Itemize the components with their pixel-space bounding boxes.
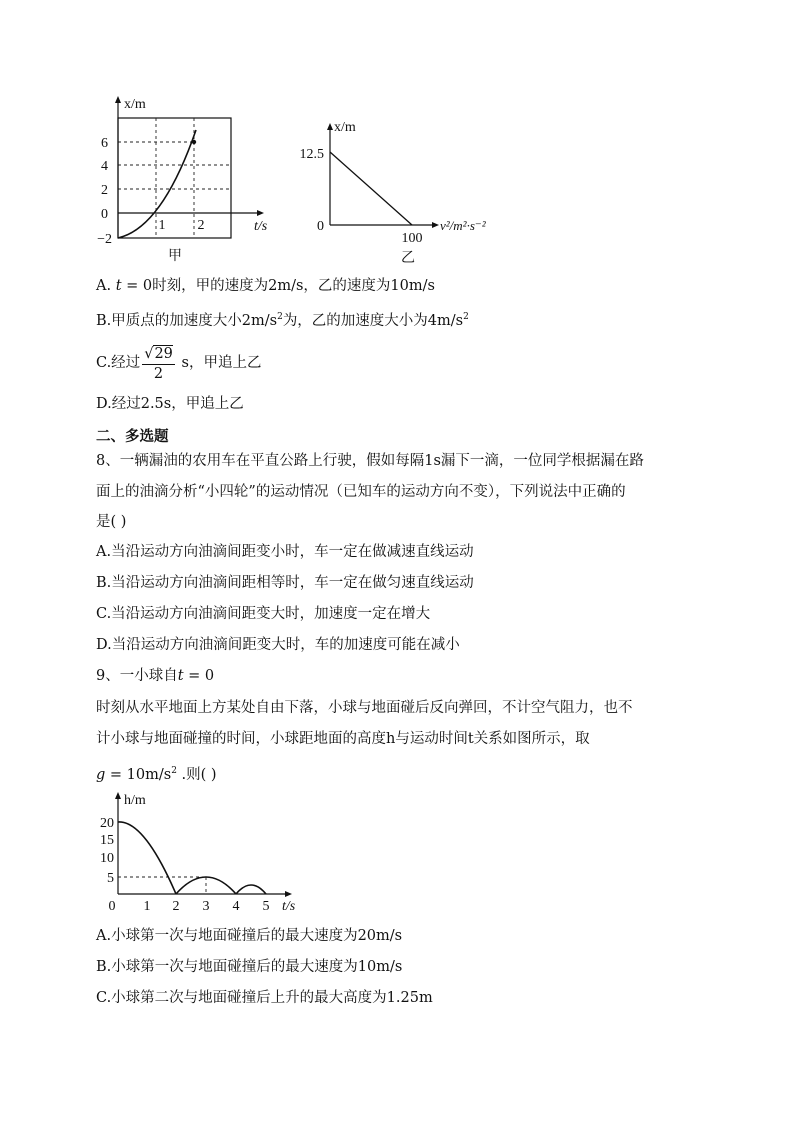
yi-x-axis-label: v²/m²·s⁻² — [440, 218, 486, 233]
q9-stem-line3: 计小球与地面碰撞的时间，小球距地面的高度h与运动时间t关系如图所示，取 — [96, 731, 590, 747]
q8-option-d: D.当沿运动方向油滴间距变大时，车的加速度可能在减小 — [96, 637, 460, 653]
yi-ytick-12.5: 12.5 — [299, 147, 324, 162]
h-xtick-0: 0 — [108, 899, 116, 914]
h-xtick-1: 1 — [143, 899, 151, 914]
jia-xtick-1: 1 — [158, 218, 166, 233]
q9-stem-line4: $g = 10m/s^2$ .则( ) — [96, 766, 217, 783]
jia-ytick-0: 0 — [101, 207, 108, 222]
yi-caption: 乙 — [401, 251, 415, 266]
h-xtick-4: 4 — [232, 899, 240, 914]
q9-option-a: A.小球第一次与地面碰撞后的最大速度为20m/s — [96, 928, 403, 944]
q7-option-b: B.甲质点的加速度大小$2m/s^2$为，乙的加速度大小为$4m/s^2$ — [96, 312, 469, 329]
q9-stem-line2: 时刻从水平地面上方某处自由下落，小球与地面碰后反向弹回，不计空气阻力，也不 — [96, 700, 633, 716]
h-ytick-10: 10 — [100, 851, 114, 866]
jia-ytick-4: 4 — [101, 159, 108, 174]
jia-x-axis-label: t/s — [254, 219, 268, 234]
jia-y-axis-label: x/m — [124, 97, 146, 112]
q7-option-c: C.经过 $\frac{√29}{2}$ s，甲追上乙 — [96, 345, 262, 382]
yi-xtick-100: 100 — [401, 231, 423, 246]
q8-option-b: B.当沿运动方向油滴间距相等时，车一定在做匀速直线运动 — [96, 575, 474, 591]
section-heading-multi-choice: 二、多选题 — [96, 428, 169, 445]
q8-option-a: A.当沿运动方向油滴间距变小时，车一定在做减速直线运动 — [96, 544, 474, 560]
q9-option-c: C.小球第二次与地面碰撞后上升的最大高度为1.25m — [96, 990, 433, 1006]
h-ytick-5: 5 — [107, 871, 114, 886]
q8-stem-line2: 面上的油滴分析“小四轮”的运动情况（已知车的运动方向不变），下列说法中正确的 — [96, 484, 626, 500]
h-y-axis-label: h/m — [124, 793, 146, 808]
figure-h-t-graph — [92, 790, 312, 920]
yi-y-axis-label: x/m — [334, 120, 356, 135]
jia-ytick-6: 6 — [101, 136, 108, 151]
h-ytick-15: 15 — [100, 833, 114, 848]
figure-yi-xv2-graph — [290, 115, 510, 270]
q9-stem-line1: 9、一小球自t = 0 — [96, 668, 215, 684]
jia-caption: 甲 — [168, 249, 182, 264]
h-xtick-5: 5 — [262, 899, 270, 914]
jia-xtick-2: 2 — [197, 218, 205, 233]
h-x-axis-label: t/s — [282, 899, 296, 914]
q8-stem-line3: 是( ) — [96, 514, 127, 530]
figure-jia-xt-graph — [88, 92, 278, 267]
q7-option-a: A. t = 0时刻，甲的速度为2m/s，乙的速度为10m/s — [96, 278, 435, 294]
q7-option-d: D.经过2.5s，甲追上乙 — [96, 396, 244, 412]
q8-stem-line1: 8、一辆漏油的农用车在平直公路上行驶，假如每隔1s漏下一滴，一位同学根据漏在路 — [96, 453, 644, 469]
jia-ytick-2: 2 — [101, 183, 108, 198]
yi-origin: 0 — [317, 219, 324, 234]
q9-option-b: B.小球第一次与地面碰撞后的最大速度为10m/s — [96, 959, 403, 975]
h-ytick-20: 20 — [100, 816, 114, 831]
h-xtick-2: 2 — [172, 899, 180, 914]
jia-ytick-neg2: −2 — [97, 232, 112, 247]
svg-text:x/m — [124, 97, 146, 112]
q8-option-c: C.当沿运动方向油滴间距变大时，加速度一定在增大 — [96, 606, 431, 622]
h-xtick-3: 3 — [202, 899, 210, 914]
